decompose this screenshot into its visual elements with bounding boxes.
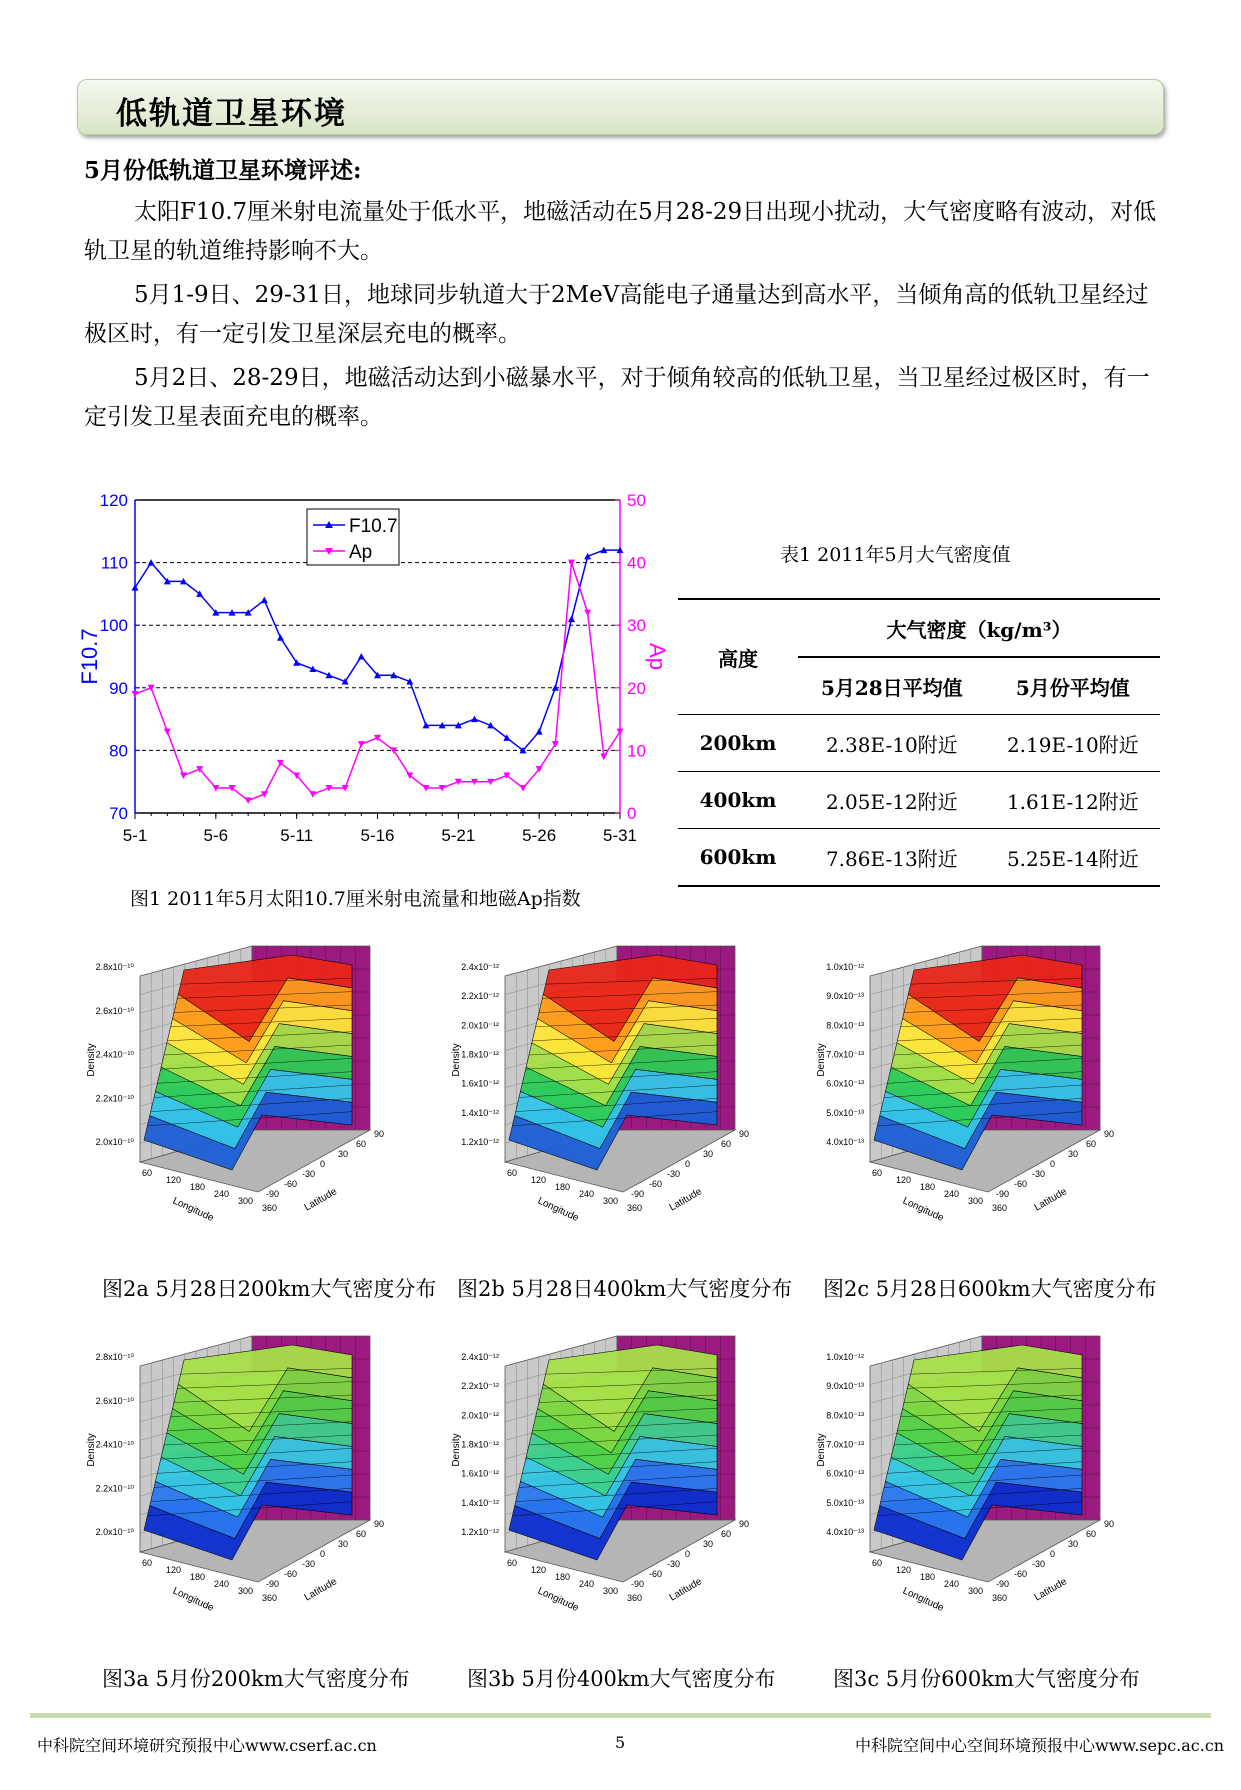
density-tick-label: 1.6x10⁻¹² <box>461 1078 499 1089</box>
latitude-tick-label: 60 <box>1086 1139 1097 1149</box>
longitude-tick-label: 300 <box>968 1586 984 1596</box>
data-point <box>132 691 139 698</box>
f107-ap-chart <box>75 485 670 860</box>
latitude-tick-label: 90 <box>374 1129 385 1139</box>
summary-paragraph-1: 太阳F10.7厘米射电流量处于低水平，地磁活动在5月28-29日出现小扰动，大气密度略有波动，对低轨卫星的轨道维持影响不大。 <box>84 199 1157 264</box>
latitude-tick-label: -90 <box>996 1579 1010 1589</box>
density-plot-3c <box>812 1330 1167 1630</box>
latitude-tick-label: -90 <box>996 1189 1010 1199</box>
longitude-axis-label: Longitude <box>535 1585 581 1615</box>
density-tick-label: 2.4x10⁻¹⁰ <box>95 1439 134 1450</box>
latitude-axis-label: Latitude <box>1032 1186 1069 1214</box>
data-point <box>568 615 575 622</box>
density-tick-label: 1.2x10⁻¹² <box>461 1137 499 1147</box>
longitude-tick-label: 360 <box>992 1203 1008 1213</box>
density-tick-label: 1.8x10⁻¹² <box>461 1049 499 1060</box>
latitude-tick-label: -60 <box>284 1569 298 1579</box>
footer-right: 中科院空间中心空间环境预报中心www.sepc.ac.cn <box>855 1736 1225 1755</box>
longitude-tick-label: 240 <box>944 1189 960 1199</box>
latitude-tick-label: 0 <box>1050 1159 1056 1169</box>
longitude-tick-label: 300 <box>238 1196 254 1206</box>
longitude-tick-label: 120 <box>896 1175 912 1185</box>
density-tick-label: 2.6x10⁻¹⁰ <box>95 1005 134 1016</box>
latitude-tick-label: -60 <box>1014 1179 1028 1189</box>
density-tick-label: 2.0x10⁻¹⁰ <box>95 1527 134 1537</box>
density-tick-label: 2.2x10⁻¹² <box>461 991 499 1002</box>
x-tick-label: 5-11 <box>280 826 314 845</box>
latitude-axis-label: Latitude <box>302 1576 339 1604</box>
longitude-tick-label: 180 <box>555 1572 571 1582</box>
left-axis-label: F10.7 <box>77 628 102 685</box>
density-axis-label: Density <box>451 1433 462 1467</box>
latitude-tick-label: -60 <box>649 1179 663 1189</box>
fig2a-caption: 图2a 5月28日200km大气密度分布 <box>102 1277 437 1301</box>
latitude-tick-label: 90 <box>739 1129 750 1139</box>
latitude-tick-label: 30 <box>338 1149 349 1159</box>
data-point <box>164 729 171 736</box>
density-tick-label: 2.4x10⁻¹⁰ <box>95 1049 134 1060</box>
row-month-value: 1.61E-12附近 <box>1006 789 1139 814</box>
latitude-tick-label: 60 <box>1086 1529 1097 1539</box>
data-point <box>148 559 155 566</box>
latitude-tick-label: -30 <box>667 1169 681 1179</box>
density-plot-2b <box>447 940 802 1240</box>
density-plot-3b <box>447 1330 802 1630</box>
density-tick-label: 6.0x10⁻¹³ <box>826 1078 864 1089</box>
density-tick-label: 5.0x10⁻¹³ <box>826 1497 864 1508</box>
density-tick-label: 2.8x10⁻¹⁰ <box>95 962 134 972</box>
longitude-tick-label: 180 <box>190 1182 206 1192</box>
density-tick-label: 1.6x10⁻¹² <box>461 1468 499 1479</box>
density-tick-label: 1.4x10⁻¹² <box>461 1497 499 1508</box>
density-tick-label: 2.2x10⁻¹⁰ <box>95 1483 134 1494</box>
density-tick-label: 7.0x10⁻¹³ <box>826 1439 864 1450</box>
latitude-tick-label: 0 <box>685 1549 691 1559</box>
longitude-tick-label: 360 <box>262 1593 278 1603</box>
latitude-tick-label: 30 <box>703 1149 714 1159</box>
footer-divider <box>30 1713 1211 1718</box>
data-point <box>520 785 527 792</box>
longitude-tick-label: 300 <box>603 1586 619 1596</box>
latitude-tick-label: 60 <box>356 1529 367 1539</box>
longitude-tick-label: 360 <box>262 1203 278 1213</box>
data-point <box>584 610 591 617</box>
table-row <box>678 715 1160 772</box>
latitude-tick-label: -90 <box>631 1189 645 1199</box>
latitude-tick-label: -90 <box>631 1579 645 1589</box>
longitude-tick-label: 240 <box>214 1189 230 1199</box>
latitude-tick-label: -60 <box>649 1569 663 1579</box>
longitude-tick-label: 120 <box>166 1175 182 1185</box>
col-may28-header: 5月28日平均值 <box>820 675 963 700</box>
summary-paragraph-3: 5月2日、28-29日，地磁活动达到小磁暴水平，对于倾角较高的低轨卫星，当卫星经过极区时，有一定引发卫星表面充电的概率。 <box>84 365 1150 430</box>
latitude-axis-label: Latitude <box>302 1186 339 1214</box>
x-tick-label: 5-31 <box>602 826 638 845</box>
longitude-tick-label: 240 <box>214 1579 230 1589</box>
right-tick-label: 20 <box>627 678 646 698</box>
longitude-tick-label: 300 <box>968 1196 984 1206</box>
row-may28-value: 2.38E-10附近 <box>825 732 958 757</box>
longitude-tick-label: 240 <box>579 1189 595 1199</box>
x-tick-label: 5-6 <box>203 826 229 845</box>
longitude-tick-label: 60 <box>142 1558 153 1568</box>
right-axis-label: Ap <box>645 643 670 670</box>
data-point <box>245 797 252 804</box>
latitude-axis-label: Latitude <box>667 1186 704 1214</box>
left-tick-label: 70 <box>109 804 128 823</box>
data-point <box>536 728 543 735</box>
fig2c-caption: 图2c 5月28日600km大气密度分布 <box>823 1277 1157 1301</box>
longitude-axis-label: Longitude <box>170 1195 216 1225</box>
latitude-tick-label: -30 <box>302 1559 316 1569</box>
density-plot-2a <box>82 940 437 1240</box>
longitude-tick-label: 180 <box>555 1182 571 1192</box>
density-tick-label: 2.2x10⁻¹² <box>461 1381 499 1392</box>
latitude-tick-label: 30 <box>703 1539 714 1549</box>
latitude-tick-label: -30 <box>667 1559 681 1569</box>
longitude-axis-label: Longitude <box>900 1585 946 1615</box>
latitude-tick-label: -60 <box>1014 1569 1028 1579</box>
right-tick-label: 10 <box>627 741 646 761</box>
fig1-caption: 图1 2011年5月太阳10.7厘米射电流量和地磁Ap指数 <box>130 888 581 910</box>
section-title: 低轨道卫星环境 <box>116 96 347 132</box>
left-tick-label: 100 <box>99 616 128 636</box>
longitude-tick-label: 120 <box>531 1175 547 1185</box>
series-line-f107 <box>135 550 620 750</box>
fig3b-caption: 图3b 5月份400km大气密度分布 <box>467 1667 776 1691</box>
row-month-value: 5.25E-14附近 <box>1006 846 1139 871</box>
longitude-tick-label: 180 <box>920 1572 936 1582</box>
table-row <box>678 829 1160 887</box>
latitude-tick-label: 0 <box>320 1159 326 1169</box>
longitude-tick-label: 120 <box>896 1565 912 1575</box>
row-altitude: 200km <box>699 731 777 755</box>
longitude-tick-label: 120 <box>166 1565 182 1575</box>
latitude-tick-label: 0 <box>685 1159 691 1169</box>
density-tick-label: 7.0x10⁻¹³ <box>826 1049 864 1060</box>
latitude-tick-label: 90 <box>739 1519 750 1529</box>
footer-left: 中科院空间环境研究预报中心www.cserf.ac.cn <box>37 1736 377 1755</box>
latitude-tick-label: 30 <box>338 1539 349 1549</box>
data-point <box>261 597 268 604</box>
longitude-axis-label: Longitude <box>170 1585 216 1615</box>
density-tick-label: 9.0x10⁻¹³ <box>826 991 864 1002</box>
longitude-tick-label: 240 <box>944 1579 960 1589</box>
right-tick-label: 50 <box>627 491 646 510</box>
density-tick-label: 6.0x10⁻¹³ <box>826 1468 864 1479</box>
longitude-tick-label: 240 <box>579 1579 595 1589</box>
data-point <box>471 716 478 723</box>
longitude-tick-label: 360 <box>627 1203 643 1213</box>
table-caption: 表1 2011年5月大气密度值 <box>780 544 1011 566</box>
latitude-axis-label: Latitude <box>667 1576 704 1604</box>
chart-legend <box>307 509 399 565</box>
latitude-tick-label: -30 <box>1032 1559 1046 1569</box>
left-tick-label: 120 <box>99 491 128 510</box>
density-axis-label: Density <box>86 1043 97 1077</box>
longitude-tick-label: 60 <box>142 1168 153 1178</box>
summary-paragraph-2: 5月1-9日、29-31日，地球同步轨道大于2MeV高能电子通量达到高水平，当倾角高的低轨卫星经过极区时，有一定引发卫星深层充电的概率。 <box>84 282 1149 347</box>
longitude-tick-label: 300 <box>238 1586 254 1596</box>
legend-label: Ap <box>349 542 373 563</box>
fig3a-caption: 图3a 5月份200km大气密度分布 <box>102 1667 410 1691</box>
longitude-tick-label: 60 <box>872 1558 883 1568</box>
latitude-tick-label: 60 <box>356 1139 367 1149</box>
longitude-tick-label: 60 <box>872 1168 883 1178</box>
fig2b-caption: 图2b 5月28日400km大气密度分布 <box>457 1277 793 1301</box>
latitude-tick-label: 0 <box>320 1549 326 1559</box>
density-tick-label: 2.8x10⁻¹⁰ <box>95 1352 134 1362</box>
left-tick-label: 90 <box>109 678 128 698</box>
left-tick-label: 110 <box>100 553 128 573</box>
latitude-tick-label: -90 <box>266 1189 280 1199</box>
density-axis-label: Density <box>86 1433 97 1467</box>
right-tick-label: 0 <box>627 804 637 823</box>
x-tick-label: 5-16 <box>360 826 395 845</box>
right-tick-label: 40 <box>627 553 646 573</box>
summary-heading: 5月份低轨道卫星环境评述: <box>84 157 362 184</box>
density-tick-label: 2.6x10⁻¹⁰ <box>95 1395 134 1406</box>
row-may28-value: 2.05E-12附近 <box>825 789 958 814</box>
density-tick-label: 5.0x10⁻¹³ <box>826 1107 864 1118</box>
x-tick-label: 5-1 <box>122 826 148 845</box>
longitude-tick-label: 300 <box>603 1196 619 1206</box>
density-tick-label: 4.0x10⁻¹³ <box>826 1527 864 1537</box>
longitude-tick-label: 360 <box>992 1593 1008 1603</box>
density-group-header: 大气密度（kg/m³） <box>798 599 1160 657</box>
latitude-axis-label: Latitude <box>1032 1576 1069 1604</box>
longitude-tick-label: 180 <box>920 1182 936 1192</box>
row-may28-value: 7.86E-13附近 <box>825 846 958 871</box>
legend-label: F10.7 <box>349 516 398 537</box>
density-tick-label: 2.0x10⁻¹² <box>461 1410 499 1421</box>
page-number: 5 <box>615 1733 626 1752</box>
density-axis-label: Density <box>816 1043 827 1077</box>
latitude-tick-label: -30 <box>302 1169 316 1179</box>
density-tick-label: 8.0x10⁻¹³ <box>826 1020 864 1031</box>
longitude-axis-label: Longitude <box>535 1195 581 1225</box>
row-altitude: 600km <box>699 845 777 869</box>
density-axis-label: Density <box>451 1043 462 1077</box>
latitude-tick-label: 60 <box>721 1529 732 1539</box>
longitude-tick-label: 120 <box>531 1565 547 1575</box>
longitude-tick-label: 180 <box>190 1572 206 1582</box>
density-tick-label: 2.2x10⁻¹⁰ <box>95 1093 134 1104</box>
density-plot-3a <box>82 1330 437 1630</box>
latitude-tick-label: 30 <box>1068 1149 1079 1159</box>
latitude-tick-label: -30 <box>1032 1169 1046 1179</box>
x-tick-label: 5-21 <box>441 826 476 845</box>
right-tick-label: 30 <box>627 616 646 636</box>
density-tick-label: 1.0x10⁻¹² <box>826 1352 864 1362</box>
data-point <box>358 741 365 748</box>
longitude-axis-label: Longitude <box>900 1195 946 1225</box>
density-tick-label: 9.0x10⁻¹³ <box>826 1381 864 1392</box>
latitude-tick-label: 90 <box>374 1519 385 1529</box>
x-tick-label: 5-26 <box>522 826 557 845</box>
density-axis-label: Density <box>816 1433 827 1467</box>
density-tick-label: 1.2x10⁻¹² <box>461 1527 499 1537</box>
fig3c-caption: 图3c 5月份600km大气密度分布 <box>833 1667 1140 1691</box>
data-point <box>277 634 284 641</box>
latitude-tick-label: -90 <box>266 1579 280 1589</box>
density-tick-label: 8.0x10⁻¹³ <box>826 1410 864 1421</box>
density-tick-label: 4.0x10⁻¹³ <box>826 1137 864 1147</box>
latitude-tick-label: 90 <box>1104 1519 1115 1529</box>
density-tick-label: 2.0x10⁻¹² <box>461 1020 499 1031</box>
section-header <box>77 79 1164 135</box>
col-month-header: 5月份平均值 <box>1015 675 1130 700</box>
longitude-tick-label: 60 <box>507 1558 518 1568</box>
density-tick-label: 2.4x10⁻¹² <box>461 962 499 972</box>
density-tick-label: 1.4x10⁻¹² <box>461 1107 499 1118</box>
density-tick-label: 1.8x10⁻¹² <box>461 1439 499 1450</box>
data-point <box>358 653 365 660</box>
data-point <box>600 754 607 761</box>
density-tick-label: 2.4x10⁻¹² <box>461 1352 499 1362</box>
longitude-tick-label: 360 <box>627 1593 643 1603</box>
longitude-tick-label: 60 <box>507 1168 518 1178</box>
series-line-ap <box>135 563 620 801</box>
density-tick-label: 1.0x10⁻¹² <box>826 962 864 972</box>
latitude-tick-label: 90 <box>1104 1129 1115 1139</box>
left-tick-label: 80 <box>109 741 128 761</box>
density-plot-2c <box>812 940 1167 1240</box>
col-altitude-header: 高度 <box>718 646 758 671</box>
latitude-tick-label: 30 <box>1068 1539 1079 1549</box>
row-month-value: 2.19E-10附近 <box>1006 732 1139 757</box>
data-point <box>180 772 187 779</box>
density-table <box>678 598 1160 887</box>
latitude-tick-label: 0 <box>1050 1549 1056 1559</box>
latitude-tick-label: -60 <box>284 1179 298 1189</box>
data-point <box>309 791 316 798</box>
latitude-tick-label: 60 <box>721 1139 732 1149</box>
table-row <box>678 772 1160 829</box>
density-tick-label: 2.0x10⁻¹⁰ <box>95 1137 134 1147</box>
row-altitude: 400km <box>699 788 777 812</box>
